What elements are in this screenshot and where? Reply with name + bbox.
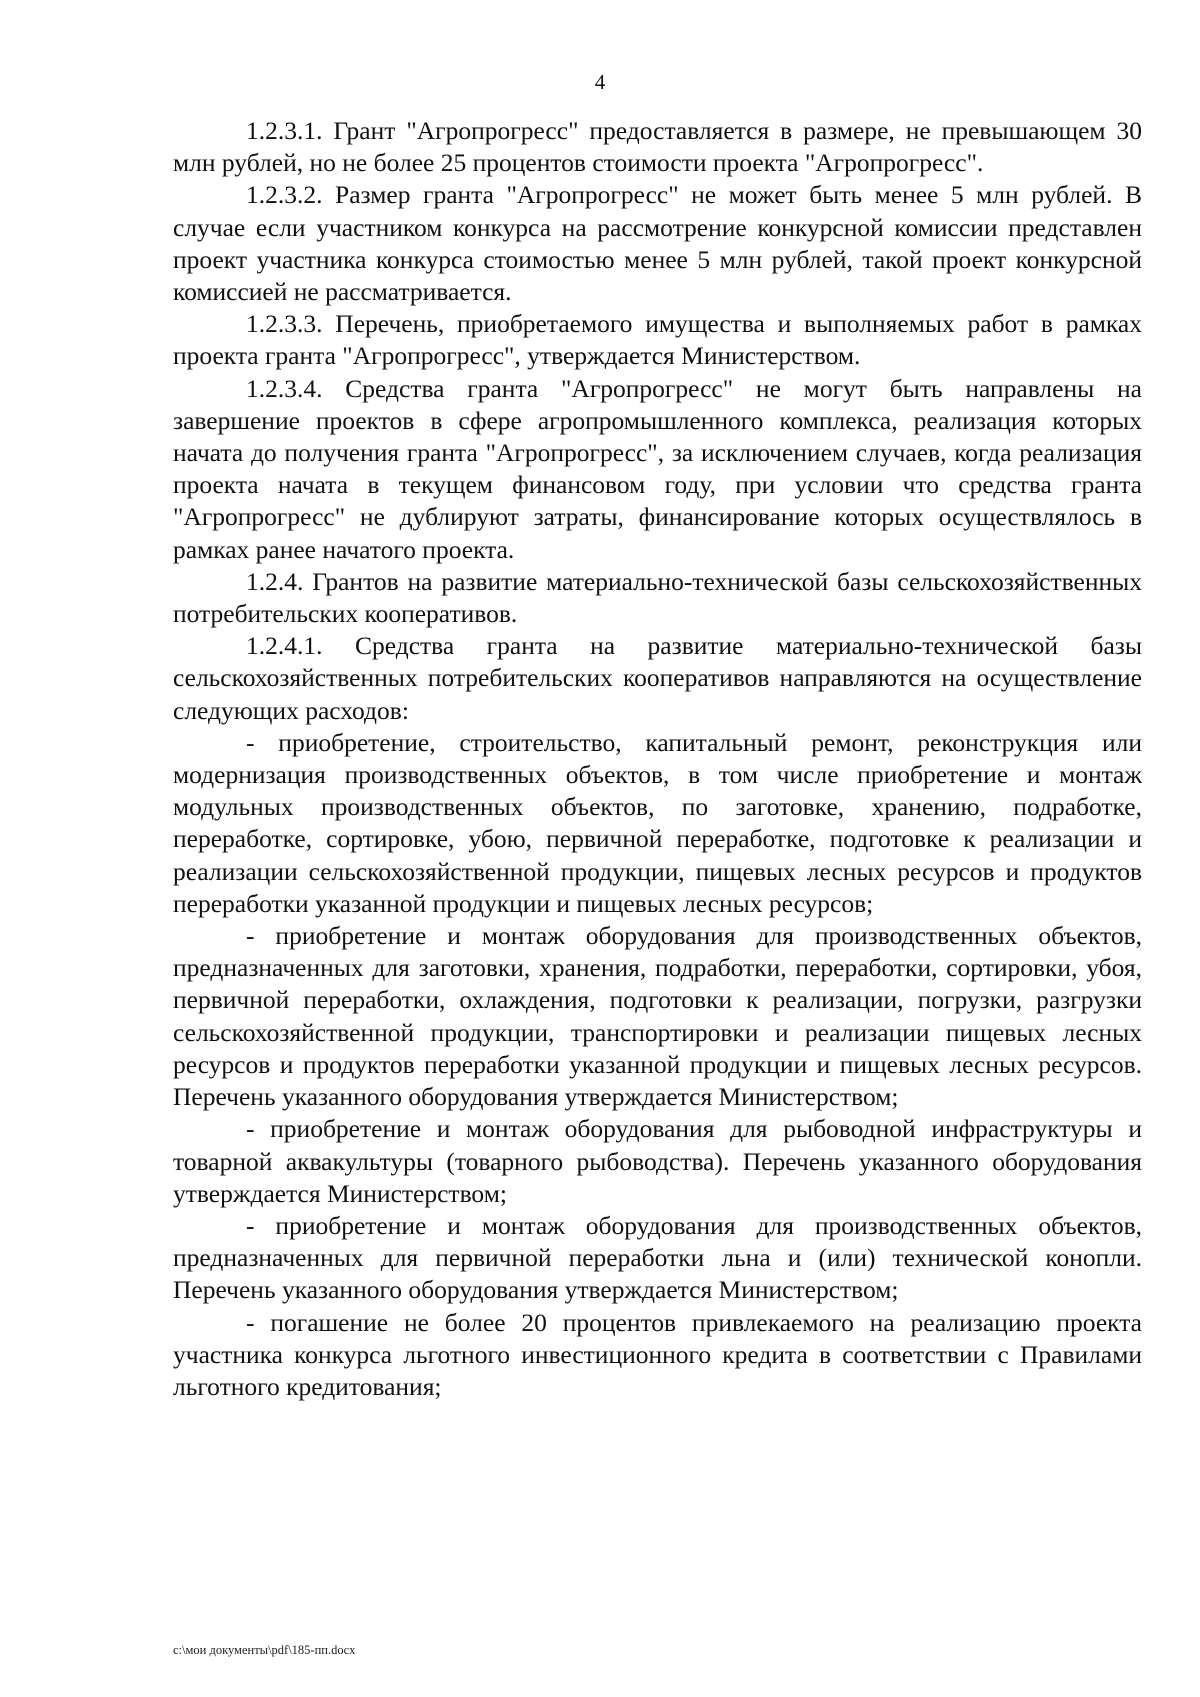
list-item-equipment-production: - приобретение и монтаж оборудования для производственных объектов, предназначенных для заготовки, хранения, подработки, переработки, сортировки, убоя, первичной переработки, охлаждения, подготовки к реализации, погрузки, разгрузки сельскохозяйственной продукции, транспортировки и реализации пищевых лесных ресурсов и продуктов переработки указанной продукции и пищевых лесных ресурсов. Перечень указанного оборудования утверждается Министерством; xyxy=(173,921,1142,1112)
paragraph-1-2-3-2: 1.2.3.2. Размер гранта "Агропрогресс" не может быть менее 5 млн рублей. В случае если участником конкурса на рассмотрение конкурсной комиссии представлен проект участника конкурса стоимостью менее 5 млн рублей, такой проект конкурсной комиссией не рассматривается. xyxy=(173,180,1142,307)
paragraph-1-2-4-1: 1.2.4.1. Средства гранта на развитие материально-технической базы сельскохозяйственных потребительских кооперативов направляются на осуществление следующих расходов: xyxy=(173,631,1142,725)
paragraph-1-2-3-4: 1.2.3.4. Средства гранта "Агропрогресс" не могут быть направлены на завершение проектов в сфере агропромышленного комплекса, реализация которых начата до получения гранта "Агропрогресс", за исключением случаев, когда реализация проекта начата в текущем финансовом году, при условии что средства гранта "Агропрогресс" не дублируют затраты, финансирование которых осуществлялось в рамках ранее начатого проекта. xyxy=(173,373,1142,564)
paragraph-1-2-3-3: 1.2.3.3. Перечень, приобретаемого имущества и выполняемых работ в рамках проекта гранта "Агропрогресс", утверждается Министерством. xyxy=(173,309,1142,371)
list-item-equipment-fish: - приобретение и монтаж оборудования для рыбоводной инфраструктуры и товарной аквакультуры (товарного рыбоводства). Перечень указанного оборудования утверждается Министерством; xyxy=(173,1114,1142,1208)
paragraph-1-2-4: 1.2.4. Грантов на развитие материально-технической базы сельскохозяйственных потребительских кооперативов. xyxy=(173,566,1142,629)
footer-file-path: c:\мои документы\pdf\185-пп.docx xyxy=(173,1643,356,1657)
page-number: 4 xyxy=(594,70,606,94)
list-item-equipment-flax: - приобретение и монтаж оборудования для производственных объектов, предназначенных для первичной переработки льна и (или) технической конопли. Перечень указанного оборудования утверждается Министерством; xyxy=(173,1210,1142,1305)
list-item-loan-repayment: - погашение не более 20 процентов привлекаемого на реализацию проекта участника конкурса льготного инвестиционного кредита в соответствии с Правилами льготного кредитования; xyxy=(173,1307,1142,1401)
document-body xyxy=(173,115,1142,1403)
list-item-production-objects: - приобретение, строительство, капитальный ремонт, реконструкция или модернизация производственных объектов, в том числе приобретение и монтаж модульных производственных объектов, по заготовке, хранению, подработке, переработке, сортировке, убою, первичной переработке, подготовке к реализации и реализации сельскохозяйственной продукции, пищевых лесных ресурсов и продуктов переработки указанной продукции и пищевых лесных ресурсов; xyxy=(173,727,1142,918)
paragraph-1-2-3-1: 1.2.3.1. Грант "Агропрогресс" предоставляется в размере, не превышающем 30 млн рублей, но не более 25 процентов стоимости проекта "Агропрогресс". xyxy=(173,116,1142,178)
